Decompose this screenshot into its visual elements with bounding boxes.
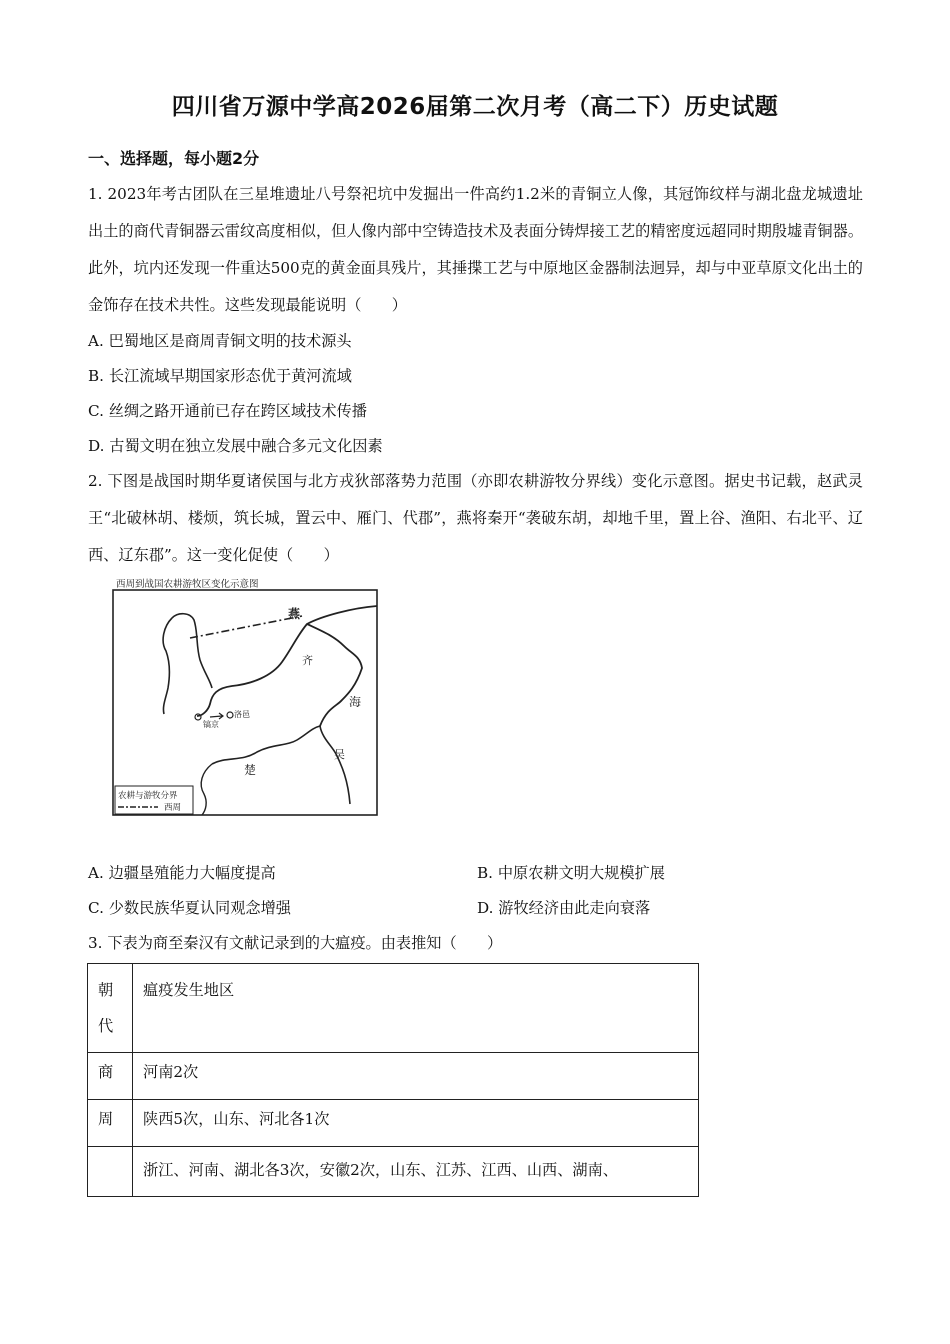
table-row [88,1100,699,1147]
legend-period: 西周 [164,803,182,813]
question-1-option-b[interactable]: B. 长江流域早期国家形态优于黄河流域 [88,367,352,385]
cell-dynasty [88,1147,133,1197]
header-region: 瘟疫发生地区 [133,964,699,1053]
label-yan: 燕 [288,607,301,621]
cell-region: 河南2次 [133,1053,699,1100]
cell-region: 陕西5次，山东、河北各1次 [133,1100,699,1147]
page-title: 四川省万源中学高2026届第二次月考（高二下）历史试题 [171,94,779,120]
question-3-stem: 3. 下表为商至秦汉有文献记录到的大瘟疫。由表推知（ ） [88,934,503,952]
map-title: 西周到战国农耕游牧区变化示意图 [116,579,259,590]
header-dynasty: 朝代 [88,964,133,1053]
map-frame [113,590,377,815]
legend-title: 农耕与游牧分界 [118,791,178,801]
question-2-option-b[interactable]: B. 中原农耕文明大规模扩展 [477,864,665,882]
plague-table [87,963,699,1197]
cell-dynasty: 商 [88,1053,133,1100]
cell-dynasty: 周 [88,1100,133,1147]
question-1-option-d[interactable]: D. 古蜀文明在独立发展中融合多元文化因素 [88,437,383,455]
label-luoyi: 洛邑 [234,710,250,719]
question-1-option-c[interactable]: C. 丝绸之路开通前已存在跨区域技术传播 [88,402,367,420]
question-2-option-d[interactable]: D. 游牧经济由此走向衰落 [477,899,651,917]
label-haojing: 镐京 [203,720,219,729]
cell-region: 浙江、河南、湖北各3次，安徽2次，山东、江苏、江西、山西、湖南、 [133,1147,699,1197]
warring-states-map [112,576,378,816]
label-qi: 齐 [302,654,313,667]
label-wu: 吴 [334,748,345,761]
label-sea: 海 [349,695,362,709]
question-1-option-a[interactable]: A. 巴蜀地区是商周青铜文明的技术源头 [88,332,352,350]
table-header-row [88,964,699,1053]
question-2-option-a[interactable]: A. 边疆垦殖能力大幅度提高 [88,864,276,882]
table-row [88,1147,699,1197]
section-heading: 一、选择题，每小题2分 [88,149,260,168]
question-2-stem: 2. 下图是战国时期华夏诸侯国与北方戎狄部落势力范围（亦即农耕游牧分界线）变化示意图。据史书记载，赵武灵王“北破林胡、楼烦，筑长城，置云中、雁门、代郡”，燕将秦开“袭破东胡，却地千里，置上谷、渔阳、右北平、辽西、辽东郡”。这一变化促使（ ） [88,472,863,564]
label-chu: 楚 [244,763,257,777]
question-1-stem: 1. 2023年考古团队在三星堆遗址八号祭祀坑中发掘出一件高约1.2米的青铜立人像，其冠饰纹样与湖北盘龙城遗址出土的商代青铜器云雷纹高度相似，但人像内部中空铸造技术及表面分铸焊接工艺的精密度远超同时期殷墟青铜器。此外，坑内还发现一件重达500克的黄金面具残片，其捶揲工艺与中原地区金器制法迥异，却与中亚草原文化出土的金饰存在技术共性。这些发现最能说明（ ） [88,185,863,314]
table-row [88,1053,699,1100]
question-2-option-c[interactable]: C. 少数民族华夏认同观念增强 [88,899,291,917]
